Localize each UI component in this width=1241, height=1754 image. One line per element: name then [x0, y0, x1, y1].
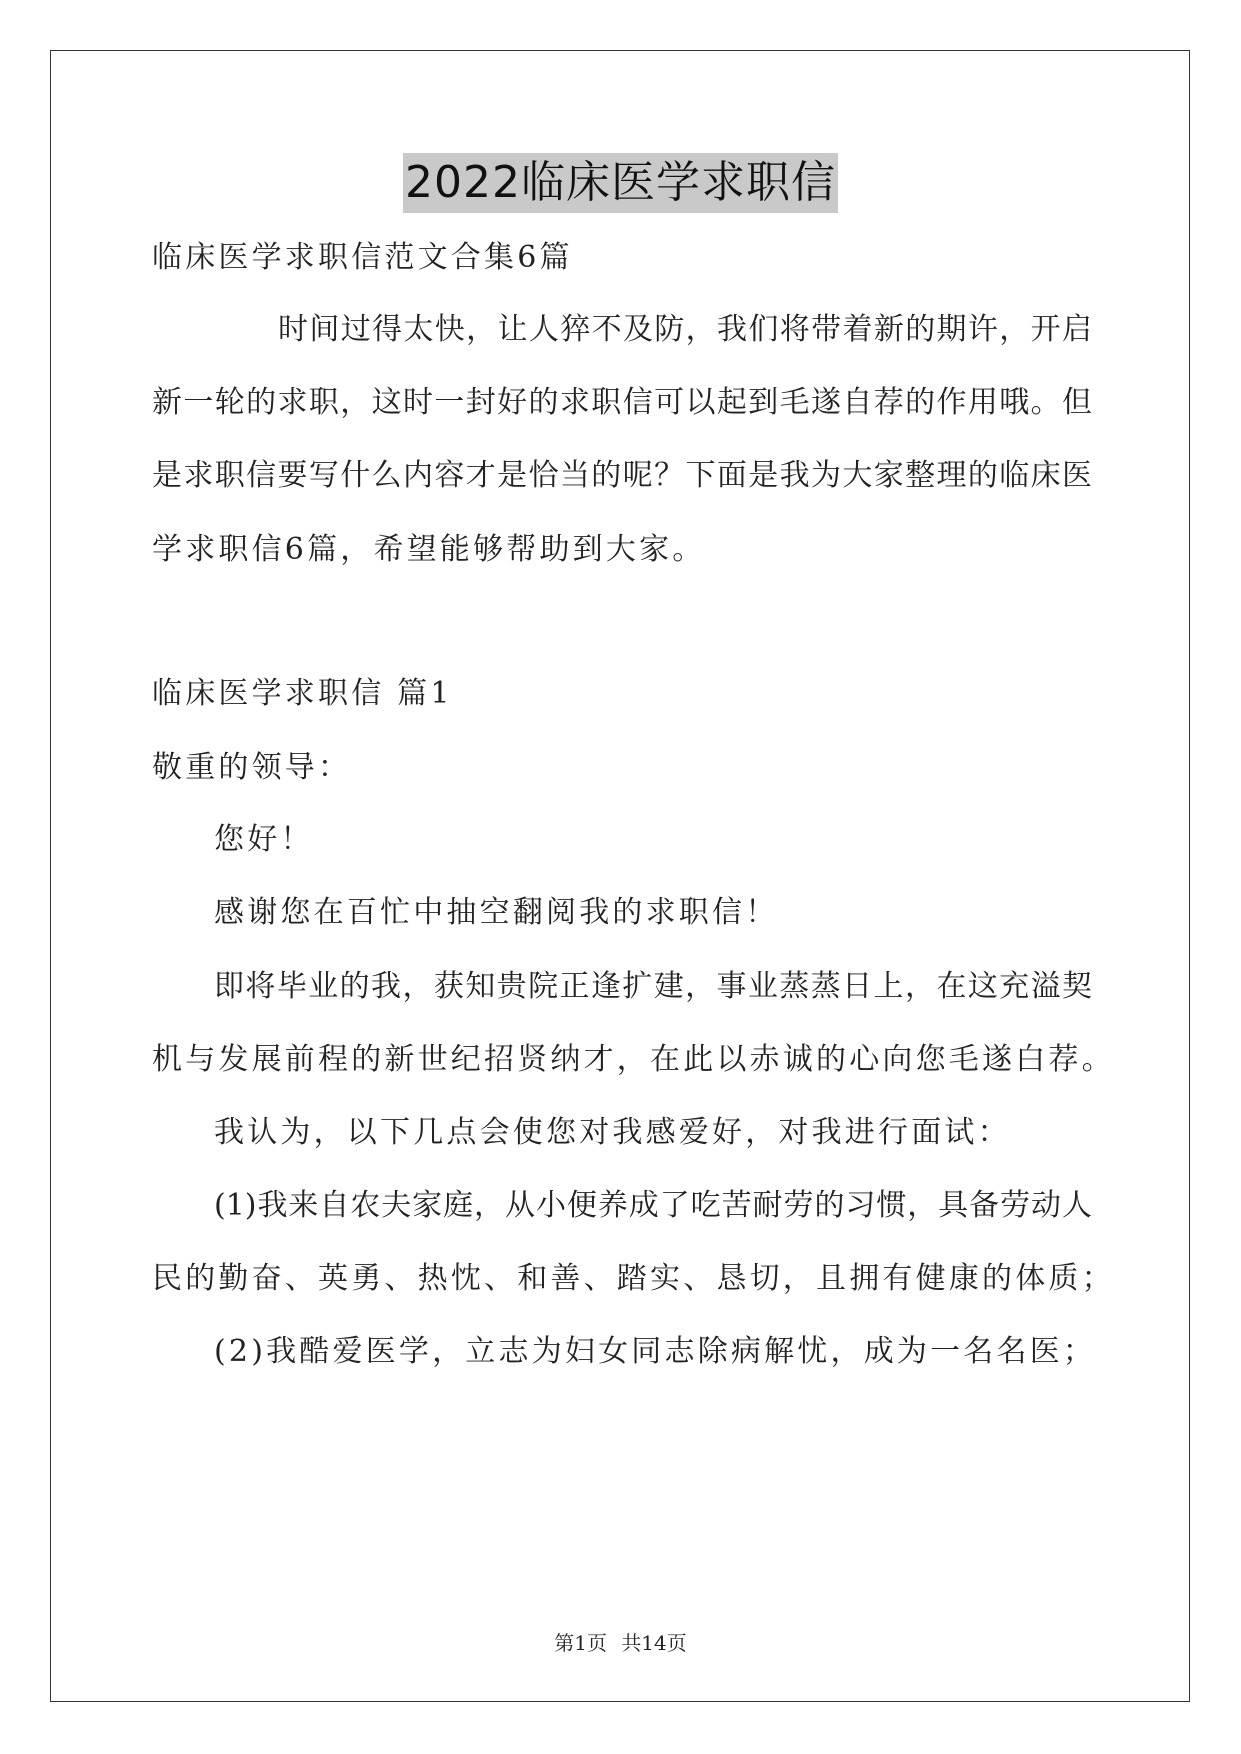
intro-line: 新一轮的求职，这时一封好的求职信可以起到毛遂自荐的作用哦。但 [152, 385, 1092, 420]
section-heading: 临床医学求职信 篇1 [152, 676, 453, 711]
thanks-line: 感谢您在百忙中抽空翻阅我的求职信！ [214, 895, 779, 930]
list-item-line: (2)我酷爱医学，立志为妇女同志除病解忧，成为一名名医； [214, 1334, 1097, 1369]
list-item-line: 民的勤奋、英勇、热忱、和善、踏实、恳切，且拥有健康的体质； [152, 1261, 1115, 1296]
greeting: 您好！ [214, 822, 314, 857]
body-line: 机与发展前程的新世纪招贤纳才，在此以赤诚的心向您毛遂白荐。 [152, 1042, 1115, 1077]
page-number: 第1页 [554, 1631, 607, 1655]
title-container [0, 153, 1241, 213]
page-total: 共14页 [621, 1631, 687, 1655]
page-footer [0, 1630, 1241, 1656]
body-line: 即将毕业的我，获知贵院正逢扩建，事业蒸蒸日上，在这充溢契 [214, 969, 1092, 1004]
body-line: 我认为，以下几点会使您对我感爱好，对我进行面试： [214, 1115, 1011, 1150]
document-title: 2022临床医学求职信 [403, 153, 838, 213]
intro-line: 学求职信6篇，希望能够帮助到大家。 [152, 532, 706, 567]
salutation: 敬重的领导： [152, 750, 352, 785]
intro-line: 是求职信要写什么内容才是恰当的呢？下面是我为大家整理的临床医 [152, 458, 1092, 493]
list-item-line: (1)我来自农夫家庭，从小便养成了吃苦耐劳的习惯，具备劳动人 [214, 1188, 1092, 1223]
page-border [50, 50, 1190, 1702]
intro-line: 时间过得太快，让人猝不及防，我们将带着新的期许，开启 [278, 312, 1092, 347]
document-subtitle: 临床医学求职信范文合集6篇 [152, 240, 573, 275]
